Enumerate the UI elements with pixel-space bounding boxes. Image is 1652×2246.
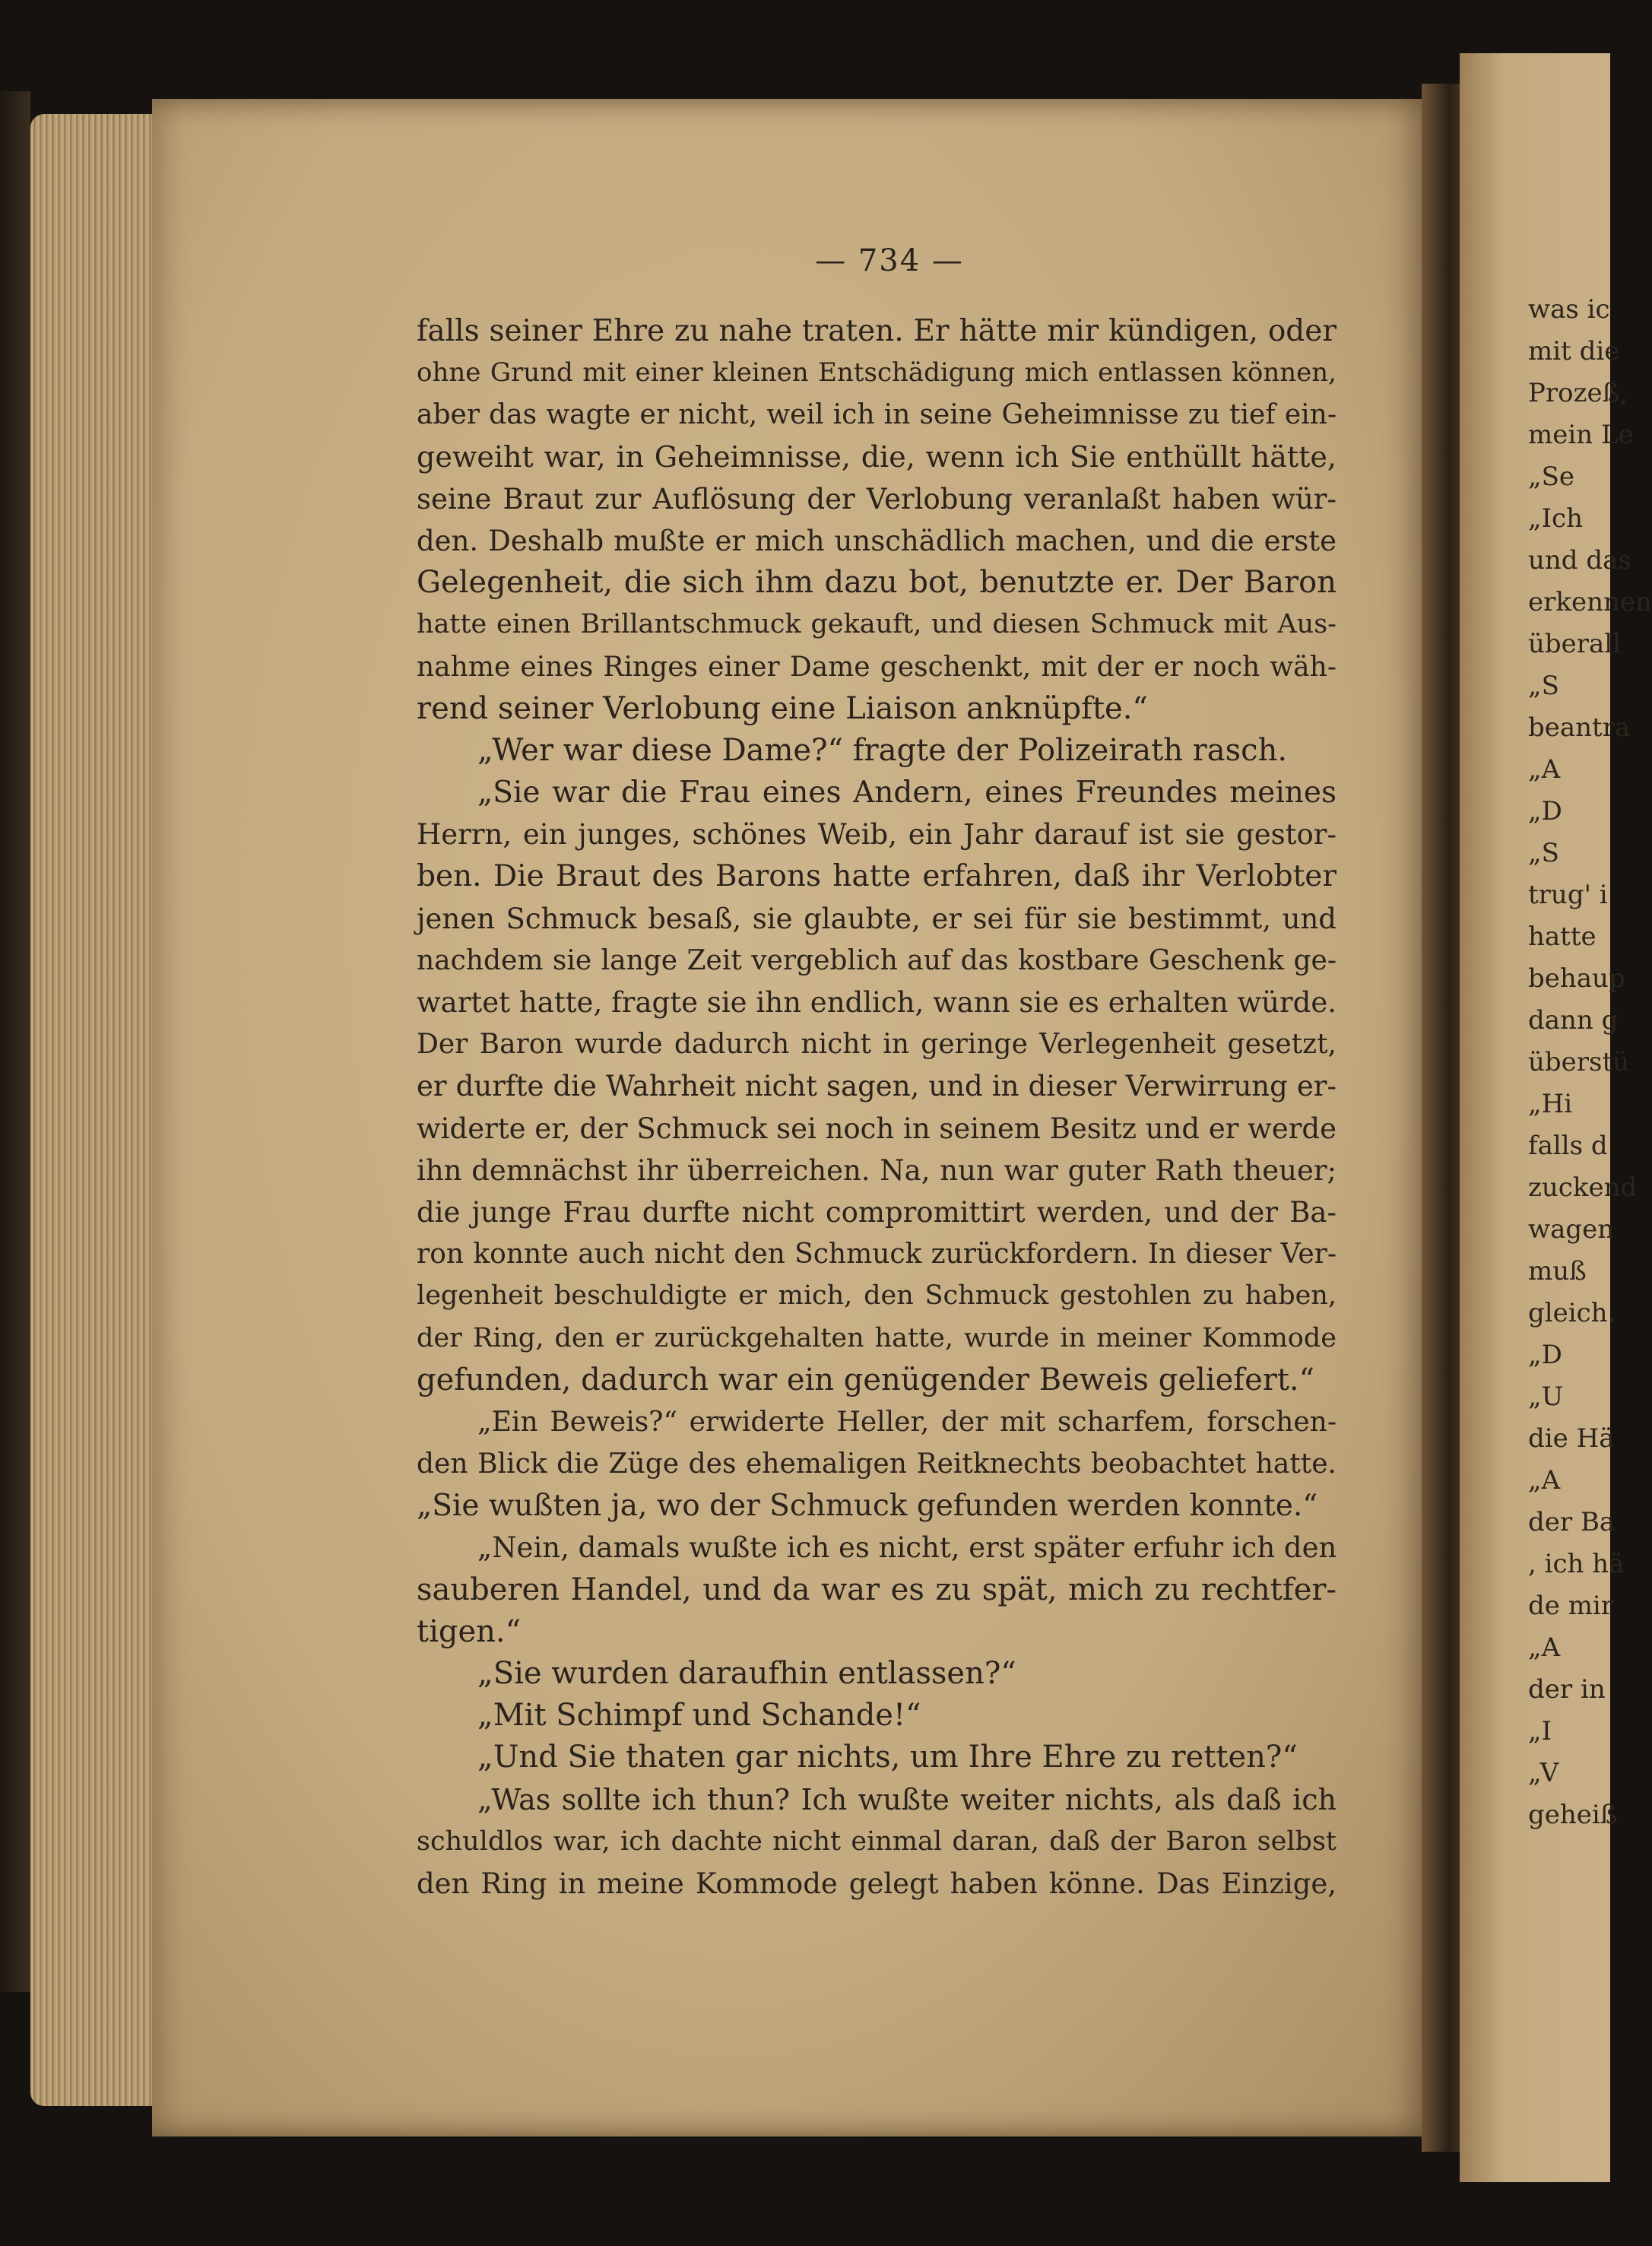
text-line: den Blick die Züge des ehemaligen Reitknechts beobachtet hatte. [417,1448,1337,1480]
text-line: „Nein, damals wußte ich es nicht, erst später erfuhr ich den [477,1531,1337,1565]
text-line: widerte er, der Schmuck sei noch in seinem Besitz und er werde [417,1112,1337,1145]
text-line: den Ring in meine Kommode gelegt haben könne. Das Einzige, [417,1867,1337,1900]
next-page-fragment: wagen [1528,1214,1615,1245]
next-page-fragment: der in [1528,1674,1606,1705]
text-line: ron konnte auch nicht den Schmuck zurückfordern. In dieser Ver- [417,1239,1337,1271]
next-page-fragment: „U [1528,1382,1564,1412]
text-line: sauberen Handel, und da war es zu spät, mich zu rechtfer- [417,1572,1337,1607]
next-page-fragment: zuckend [1528,1172,1638,1203]
next-page-fragment: behaup [1528,963,1625,994]
text-line: „Mit Schimpf und Schande!“ [477,1698,921,1734]
next-page-fragment: „A [1528,754,1561,785]
next-page-fragment: überstü [1528,1047,1630,1077]
text-line: der Ring, den er zurückgehalten hatte, wurde in meiner Kommode [417,1322,1337,1353]
page-edges [30,114,163,2106]
text-line: gefunden, dadurch war ein genügender Beweis geliefert.“ [417,1362,1315,1397]
next-page-fragment: „D [1528,1340,1562,1370]
text-line: ben. Die Braut des Barons hatte erfahren, daß ihr Verlobter [417,859,1337,894]
next-page-fragment: muß [1528,1256,1587,1286]
text-line: legenheit beschuldigte er mich, den Schmuck gestohlen zu haben, [417,1280,1337,1312]
next-page-fragment: „S [1528,671,1559,701]
next-page-fragment: „A [1528,1465,1561,1496]
text-line: Herrn, ein junges, schönes Weib, ein Jahr darauf ist sie gestor- [417,818,1337,852]
next-page-fragment: „D [1528,796,1562,826]
text-line: ihn demnächst ihr überreichen. Na, nun war guter Rath theuer; [417,1153,1337,1187]
next-page-fragment: trug' i [1528,880,1608,910]
next-page-fragment: gleich. [1528,1298,1616,1328]
text-line: geweiht war, in Geheimnisse, die, wenn ich Sie enthüllt hätte, [417,439,1337,474]
next-page-text-fragments [1528,289,1652,1836]
text-line: aber das wagte er nicht, weil ich in seine Geheimnisse zu tief ein- [417,399,1337,431]
next-page-fragment: die Hä [1528,1423,1615,1454]
text-line: „Wer war diese Dame?“ fragte der Polizeirath rasch. [477,732,1288,768]
book-binding [0,91,30,1992]
text-line: rend seiner Verlobung eine Liaison anknüpfte.“ [417,690,1148,726]
next-page-fragment: erkennen [1528,587,1652,617]
next-page-fragment: mit die [1528,336,1620,366]
text-line: die junge Frau durfte nicht compromittirt werden, und der Ba- [417,1195,1337,1229]
text-line: nachdem sie lange Zeit vergeblich auf das kostbare Geschenk ge- [417,944,1337,976]
text-line: seine Braut zur Auflösung der Verlobung veranlaßt haben wür- [417,482,1337,516]
text-line: „Sie wurden daraufhin entlassen?“ [477,1656,1016,1691]
text-line: den. Deshalb mußte er mich unschädlich machen, und die erste [417,524,1337,557]
next-page-fragment: der Ba [1528,1507,1616,1537]
text-line: falls seiner Ehre zu nahe traten. Er hätte mir kündigen, oder [417,314,1337,348]
next-page-fragment: „Se [1528,462,1575,492]
text-line: nahme eines Ringes einer Dame geschenkt, mit der er noch wäh- [417,651,1337,683]
text-line: „Was sollte ich thun? Ich wußte weiter nichts, als daß ich [477,1782,1337,1816]
text-line: wartet hatte, fragte sie ihn endlich, wann sie es erhalten würde. [417,986,1337,1019]
next-page-fragment: Prozeß, [1528,378,1628,408]
next-page-fragment: dann g [1528,1005,1619,1036]
text-line: Gelegenheit, die sich ihm dazu bot, benutzte er. Der Baron [417,565,1337,601]
text-line: hatte einen Brillantschmuck gekauft, und diesen Schmuck mit Aus- [417,609,1337,640]
next-page-fragment: , ich hä [1528,1549,1625,1579]
page-number: — 734 — [815,243,964,278]
next-page-fragment: „V [1528,1758,1559,1788]
text-line: „Sie wußten ja, wo der Schmuck gefunden werden konnte.“ [417,1489,1318,1524]
next-page-fragment: de mir [1528,1591,1614,1621]
next-page-fragment: „S [1528,838,1559,868]
text-line: „Ein Beweis?“ erwiderte Heller, der mit scharfem, forschen- [477,1406,1337,1438]
next-page-fragment: „I [1528,1716,1552,1746]
page-body-text [417,310,1337,1905]
text-line: schuldlos war, ich dachte nicht einmal daran, daß der Baron selbst [417,1826,1337,1857]
next-page-fragment: hatte [1528,922,1597,952]
next-page-fragment: falls d [1528,1131,1608,1161]
next-page-fragment: und das [1528,545,1631,576]
text-line: jenen Schmuck besaß, sie glaubte, er sei für sie bestimmt, und [417,902,1337,935]
text-line: Der Baron wurde dadurch nicht in geringe Verlegenheit gesetzt, [417,1029,1337,1061]
text-line: „Sie war die Frau eines Andern, eines Freundes meines [477,776,1337,811]
text-line: „Und Sie thaten gar nichts, um Ihre Ehre zu retten?“ [477,1740,1298,1775]
next-page-fragment: „Ich [1528,503,1583,534]
text-line: er durfte die Wahrheit nicht sagen, und in dieser Verwirrung er- [417,1070,1337,1103]
next-page-fragment: „Hi [1528,1089,1573,1119]
text-line: ohne Grund mit einer kleinen Entschädigung mich entlassen können, [417,357,1337,389]
next-page-fragment: beantra [1528,712,1631,743]
text-line: tigen.“ [417,1613,522,1649]
next-page-fragment: überall [1528,629,1622,659]
next-page-fragment: was ic [1528,294,1610,325]
next-page-fragment: geheiß [1528,1800,1618,1830]
next-page-fragment: mein Le [1528,420,1634,450]
next-page-fragment: „A [1528,1632,1561,1663]
